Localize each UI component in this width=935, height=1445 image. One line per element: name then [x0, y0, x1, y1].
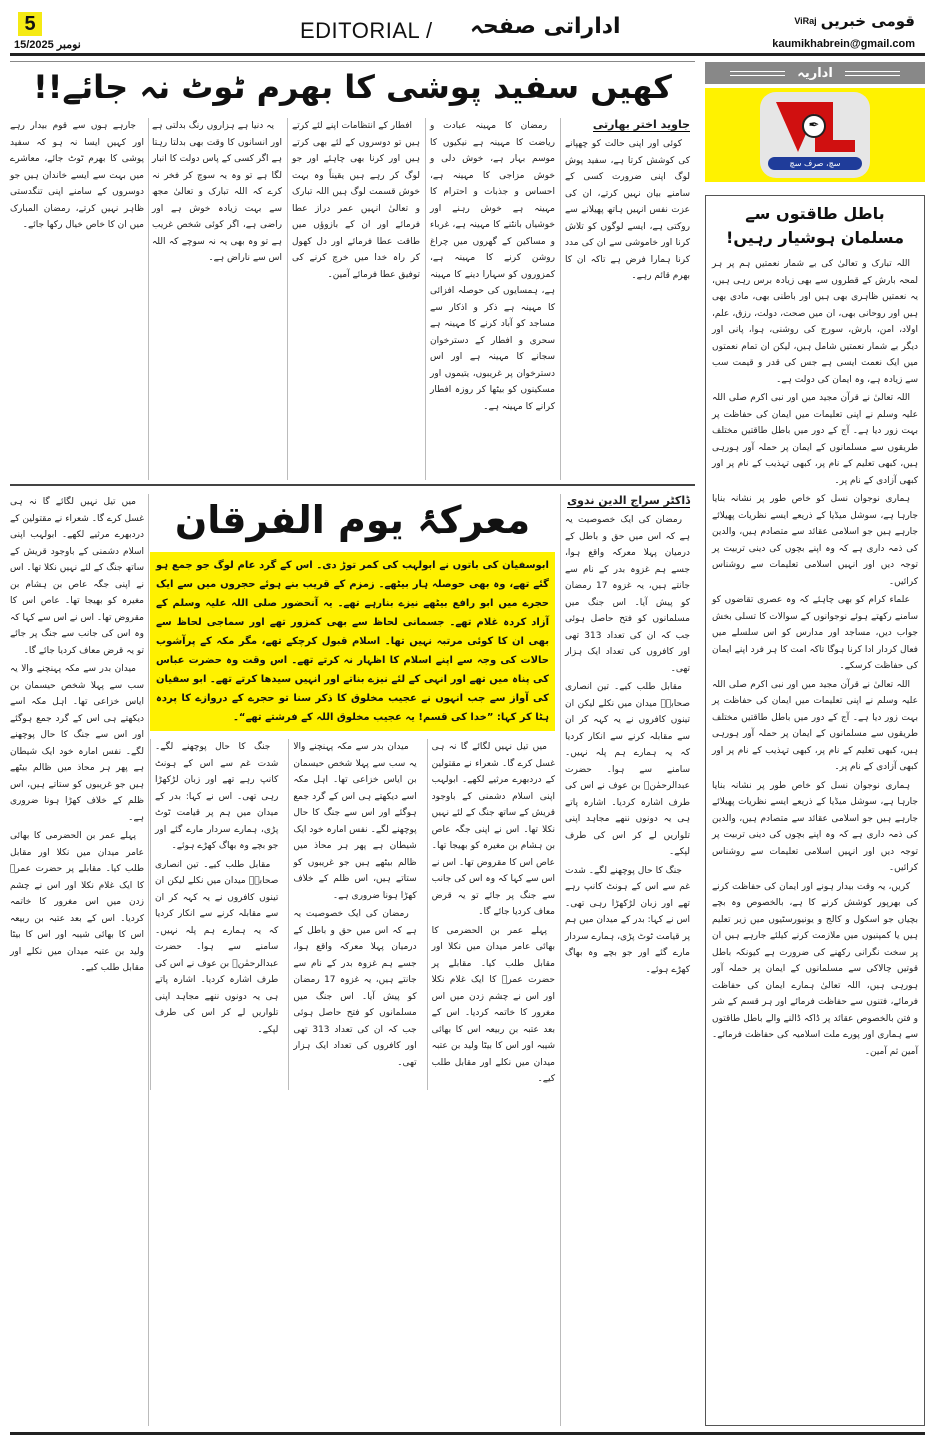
article1-paragraph: رمضان کا مہینہ عبادت و ریاضت کا مہینہ ہے نیکیوں کا موسم بہار ہے، خوش دلی و خوش مزاجی کا مہینہ ہے، احساس و جذبات و احترام کا مہینہ ہے خوش رہنے اور خوشیاں بانٹنے کا مہینہ ہے، غرباء و مساکین کے گھروں میں چراغ روشن کرنے کا مہینہ ہے، کمزوروں کو سہارا دینے کا مہینہ ہے، ہمسایوں کی حوصلہ افزائی کا مہینہ ہے ذکر و اذکار سے مساجد کو آباد کرنے کا مہینہ ہے سحری و افطار کے دسترخوان سجانے کا مہینہ ہے اور اس دسترخوان پر غریبوں، یتیموں اور مسکینوں کو بیٹھا کر روزہ افطار کرانے کا مہینہ ہے۔	[430, 121, 555, 412]
article2-paragraph: رمضان کی ایک خصوصیت یہ ہے کہ اس میں حق و باطل کے درمیان پہلا معرکہ واقع ہوا، جسے ہم غزوہ بدر کے نام سے جانتے ہیں، یہ غزوہ 17 رمضان کو پیش آیا۔ اس جنگ میں مسلمانوں کو فتح حاصل ہوئی جب کہ ان کی تعداد 313 تھی اور کافروں کی تعداد ایک ہزار تھی۔	[293, 909, 417, 1068]
column-rule	[560, 494, 561, 1426]
editorial-body	[712, 256, 918, 1062]
article2-paragraph: جنگ کا حال پوچھنے لگے۔ شدت غم سے اس کے ہونٹ کانپ رہے تھے اور زبان لڑکھڑا رہی تھی۔ اس نے کہا: بدر کے میدان میں ہم پر قیامت ٹوٹ پڑی، ہمارے سردار مارے گئے اور جو بچے وہ بھاگ کھڑے ہوئے۔	[155, 742, 279, 851]
column-rule	[560, 118, 561, 480]
editorial-paragraph: اللہ تبارک و تعالیٰ کی بے شمار نعمتیں ہم پر ہر لمحہ بارش کے قطروں سے بھی زیادہ برس رہی ہیں، یہ نعمتیں ظاہری بھی ہیں اور باطنی بھی، مادی بھی ہیں اور روحانی بھی، ان میں صحت، دولت، رزق، علم، اولاد، امن، بارش، سورج کی روشنی، ہوا، پانی اور دیگر بے شمار نعمتیں شامل ہیں، لیکن ان تمام نعمتوں میں ایک نعمت ایسی ہے جس کی قدر و قیمت سب سے زیادہ ہے، وہ ایمان کی دولت ہے۔	[712, 259, 918, 385]
editorial-band	[705, 62, 925, 84]
page-number: 5	[18, 12, 42, 36]
article2-column-2	[427, 739, 555, 1090]
editorial-box	[705, 195, 925, 1426]
article2-column-5	[10, 494, 144, 979]
article2-paragraph: مقابل طلب کیے۔ تین انصاری صحابہؓ میدان میں نکلے لیکن ان تینوں کافروں نے یہ کہہ کر ان سے مقابلہ کرنے سے انکار کردیا کہ یہ ہمارے ہم پلہ نہیں۔ سامنے سے ہوا۔ حضرت عبدالرحمٰنؓ بن عوف نے اس کی طرف اشارہ کردیا۔ اشارہ پاتے ہی یہ دونوں ننھے مجاہد اپنی تلواریں لے کر اس کی طرف لپکے۔	[155, 859, 279, 1035]
editorial-paragraph: اللہ تعالیٰ نے قرآن مجید میں اور نبی اکرم صلی اللہ علیہ وسلم نے اپنی تعلیمات میں ایمان کی حفاظت پر بہت زور دیا ہے۔ آج کے دور میں باطل طاقتیں مختلف طریقوں سے مسلمانوں کے ایمان پر حملہ آور ہورہی ہیں، کبھی تعلیم کے نام پر، کبھی تہذیب کے نام پر اور کبھی آزادی کے نام پر۔	[712, 679, 918, 772]
logo-panel	[705, 88, 925, 182]
article2-paragraph: میں تیل نہیں لگائے گا نہ ہی غسل کرے گا۔ شعراء نے مقتولین کے دردبھرے مرثیے لکھے۔ ابولہب اپنی اسلام دشمنی کے باوجود قریش کے ساتھ جنگ کے لئے نہیں نکلا تھا۔ اس نے اپنی جگہ عاص بن ہشام بن مغیرہ کو بھیجا تھا۔ عاص اس کا مقروض تھا۔ اس نے اس سے کہا کہ وہ اس کی جانب سے جنگ پر جائے تو یہ قرض معاف کردیا جائے گا۔	[431, 742, 555, 917]
column-rule	[287, 118, 288, 480]
editorial-paragraph: ہماری نوجوان نسل کو خاص طور پر نشانہ بنایا جارہا ہے، سوشل میڈیا کے ذریعے ایسے نظریات پھیلائے جارہے ہیں جو اسلامی عقائد سے متصادم ہیں، والدین کی ذمہ داری ہے کہ وہ اپنے بچوں کی دینی تربیت پر توجہ دیں اور انہیں اسلامی تعلیمات سے روشناس کرائیں۔	[712, 494, 918, 587]
article1-column-1	[565, 118, 690, 287]
article2-headline: معرکۂ یوم الفرقان	[174, 498, 531, 542]
column-rule	[148, 118, 149, 480]
article1-paragraph: یہ دنیا ہے ہزاروں رنگ بدلتی ہے اور انسانوں کا وقت بھی بدلتا رہتا ہے اگر کسی کے پاس دولت کا انبار لگا ہے تو وہ یہ سوچ کر فخر نہ کرے کہ اللہ تبارک و تعالیٰ مجھ سے بہت زیادہ خوش ہے اور راضی ہے، اگر کوئی شخص غریب ہے تو وہ بھی یہ نہ سوچے کہ اللہ اس سے ناراض ہے۔	[152, 121, 282, 263]
article2-paragraph: رمضان کی ایک خصوصیت یہ ہے کہ اس میں حق و باطل کے درمیان پہلا معرکہ واقع ہوا، جسے ہم غزوہ بدر کے نام سے جانتے ہیں، یہ غزوہ 17 رمضان کو پیش آیا۔ اس جنگ میں مسلمانوں کو فتح حاصل ہوئی جب کہ ان کی تعداد 313 تھی اور کافروں کی تعداد ایک ہزار تھی۔	[565, 515, 690, 674]
brand-name: قومی خبریں	[820, 12, 915, 30]
logo-tagline: سچ، صرف سچ	[768, 157, 862, 170]
article2-paragraph: مقابل طلب کیے۔ تین انصاری صحابہؓ میدان میں نکلے لیکن ان تینوں کافروں نے یہ کہہ کر ان سے مقابلہ کرنے سے انکار کردیا کہ یہ ہمارے ہم پلہ نہیں۔ سامنے سے ہوا۔ حضرت عبدالرحمٰنؓ بن عوف نے اس کی طرف اشارہ کردیا۔ اشارہ پاتے ہی یہ دونوں ننھے مجاہد اپنی تلواریں لے کر اس کی طرف لپکے۔	[565, 682, 690, 857]
highlighted-pull-quote: ابوسفیان کی باتوں نے ابولہب کی کمر توڑ دی۔ اس کے گرد عام لوگ جو جمع ہو گئے تھے، وہ بھی حوصلہ ہار بیٹھے۔ زمزم کے قریب بنے ہوئے حجروں میں سے ایک حجرے میں ابو رافع بیٹھے نیزے بنارہے تھے۔ یہ آنحضور صلی اللہ علیہ وسلم کے آزاد کردہ غلام تھے۔ جسمانی لحاظ سے بھی کمزور تھے اور سماجی لحاظ سے بھی ان کا کوئی مرتبہ نہیں تھا۔ اسلام قبول کرچکے تھے، مگر مکہ کے پرآشوب حالات کی وجہ سے اپنے اسلام کا اظہار نہ کرتے تھے۔ اس وقت وہ حضرت عباس کی پناہ میں تھے اور انہی کے لئے نیزے بناتے اور انہیں سیدھا کرتے تھے۔ ابو سفیان کی آواز سے جب انہوں نے عجیب مخلوق کا ذکر سنا تو حجرے کے دروازے کا پردہ ہٹا کر کہا: ”خدا کی قسم! یہ عجیب مخلوق اللہ کے فرشتے تھے“۔	[150, 552, 555, 731]
editorial-title: باطل طاقتوں سے مسلمان ہوشیار رہیں!	[726, 204, 904, 247]
pen-nib-icon: ✒	[802, 114, 826, 138]
article2-center-columns	[150, 739, 555, 1090]
editorial-band-label: اداریہ	[797, 65, 833, 81]
header-divider	[10, 53, 925, 56]
article2-column-3	[288, 739, 416, 1090]
footer-rule	[10, 1432, 925, 1435]
editorial-paragraph: اللہ تعالیٰ نے قرآن مجید میں اور نبی اکرم صلی اللہ علیہ وسلم نے اپنی تعلیمات میں ایمان کی حفاظت پر بہت زور دیا ہے۔ آج کے دور میں باطل طاقتیں مختلف طریقوں سے مسلمانوں کے ایمان پر حملہ آور ہورہی ہیں، کبھی تعلیم کے نام پر، کبھی تہذیب کے نام پر اور کبھی آزادی کے نام پر۔	[712, 393, 918, 486]
decorative-lines	[845, 71, 900, 76]
article1-headline: کھیں سفید پوشی کا بھرم ٹوٹ نہ جائے!!	[33, 68, 672, 106]
decorative-lines	[730, 71, 785, 76]
masthead-brand[interactable]	[794, 12, 915, 30]
article1-paragraph: افطار کے انتظامات اپنے لئے کرتے ہیں تو دوسروں کے لئے بھی کرتے ہیں اور کرنا بھی چاہئے اور جو لوگ کر رہے ہیں یقیناً وہ بہت خوش قسمت لوگ ہیں اللہ تبارک و تعالیٰ انہیں عمر دراز عطا فرمائے اور ان کے بازوؤں میں طاقت عطا فرمائے اور دل کھول کر راہ خدا میں خرچ کرنے کی توفیق عطا فرمائے آمین۔	[292, 121, 420, 280]
article-separator	[10, 484, 695, 486]
article2-paragraph: میدان بدر سے مکہ پہنچنے والا یہ سب سے پہلا شخص حیسمان بن ایاس خزاعی تھا۔ اہل مکہ اسے دیکھتے ہی اس کے گرد جمع ہوگئے اور اس سے جنگ کا حال پوچھنے لگے۔ نفس امارہ خود ایک شیطان ہے پھر ہر محاذ میں ظالم بیٹھے ہیں جو غریبوں کو ستاتے ہیں، اس ظلم کے خلاف کھڑا ہونا ضروری ہے۔	[10, 664, 144, 823]
article1-paragraph: جارہے ہوں سے قوم بیدار رہے اور کہیں ایسا نہ ہو کہ سفید پوشی کا بھرم ٹوٹ جائے، معاشرے میں بہت سے ایسے خاندان ہیں جو دوسروں کے سامنے اپنی تنگدستی ظاہر نہیں کرتے، رمضان المبارک میں ان کا خاص خیال رکھا جائے۔	[10, 121, 144, 230]
headline-rule	[10, 61, 695, 62]
article1-column-2	[430, 118, 555, 417]
section-label-english: EDITORIAL /	[300, 18, 433, 43]
article2-paragraph: میں تیل نہیں لگائے گا نہ ہی غسل کرے گا۔ شعراء نے مقتولین کے دردبھرے مرثیے لکھے۔ ابولہب اپنی اسلام دشمنی کے باوجود قریش کے ساتھ جنگ کے لئے نہیں نکلا تھا۔ اس نے اپنی جگہ عاص بن ہشام بن مغیرہ کو بھیجا تھا۔ عاص اس کا مقروض تھا۔ اس نے اس سے کہا کہ وہ اس کی جانب سے جنگ پر جائے تو یہ قرض معاف کردیا جائے گا۔	[10, 497, 144, 656]
issue-date: 15/نومبر 2025	[14, 39, 81, 51]
article2-paragraph: پہلے عمر بن الحضرمی کا بھائی عامر میدان میں نکلا اور مقابل طلب کیا۔ مقابلے پر حضرت عمرؓ کا ایک غلام نکلا اور اس نے چشم زدن میں اس مغرور کا خاتمہ کردیا۔ اس کے بعد عتبہ بن ربیعہ اس کا بھائی شیبہ اور اس کا بیٹا ولید بن عتبہ میدان میں نکلے اور مقابل طلب کیے۔	[431, 925, 555, 1084]
article2-center-block	[150, 552, 555, 1090]
article2-column-1	[565, 494, 690, 980]
contact-email[interactable]: kaumikhabrein@gmail.com	[772, 38, 915, 50]
logo-l-shape	[815, 140, 855, 152]
column-rule	[148, 494, 149, 1426]
article1-author: جاوید اختر بھارتی	[592, 118, 690, 131]
article2-author: ڈاکٹر سراج الدین ندوی	[567, 494, 690, 507]
publication-logo	[760, 92, 870, 178]
editorial-paragraph: ہماری نوجوان نسل کو خاص طور پر نشانہ بنایا جارہا ہے، سوشل میڈیا کے ذریعے ایسے نظریات پھیلائے جارہے ہیں جو اسلامی عقائد سے متصادم ہیں، والدین کی ذمہ داری ہے کہ وہ اپنے بچوں کی دینی تربیت پر توجہ دیں اور انہیں اسلامی تعلیمات سے روشناس کرائیں۔	[712, 780, 918, 873]
editorial-paragraph: کریں، یہ وقت بیدار ہونے اور ایمان کی حفاظت کرنے کی بھرپور کوشش کرنے کا ہے، بالخصوص وہ بچے بچیاں جو اسکول و کالج و یونیورسٹیوں میں زیر تعلیم ہیں یا کمپنیوں میں ملازمت کرنے کیلئے جارہے ہیں ان پر سخت نگرانی رکھنے کی ضرورت ہے کیونکہ باطل قوتیں چالاکی سے مسلمانوں کے ایمان پر حملہ آور ہورہی ہیں، اللہ تعالیٰ ہمارے ایمان کی حفاظت فرمائے، فتنوں سے حفاظت فرمائے اور ہر قسم کے شر و فتن بالخصوص عقائد پر ڈاکہ ڈالنے والے باطل طاقتوں سے ہماری اور پورے ملت اسلامیہ کی حفاظت فرمائے۔ آمین ثم آمین۔	[712, 881, 918, 1057]
article1-paragraph: کوئی اور اپنی حالت کو چھپانے کی کوشش کرتا ہے، سفید پوش لوگ اپنی ضرورت کسی کے سامنے بیان نہیں کرتے، ان کی عزت نفس انہیں ہاتھ پھیلانے سے روکتی ہے، ایسے لوگوں کو تلاش کرنا اور خاموشی سے ان کی مدد کرنا ہمارا فرض ہے تاکہ ان کا بھرم قائم رہے۔	[565, 139, 690, 281]
article1-column-3	[292, 118, 420, 285]
article1-column-5	[10, 118, 144, 236]
article2-paragraph: میدان بدر سے مکہ پہنچنے والا یہ سب سے پہلا شخص حیسمان بن ایاس خزاعی تھا۔ اہل مکہ اسے دیکھتے ہی اس کے گرد جمع ہوگئے اور اس سے جنگ کا حال پوچھنے لگے۔ نفس امارہ خود ایک شیطان ہے پھر ہر محاذ میں ظالم بیٹھے ہیں جو غریبوں کو ستاتے ہیں، اس ظلم کے خلاف کھڑا ہونا ضروری ہے۔	[293, 742, 417, 901]
section-label-urdu: اداراتی صفحہ	[470, 14, 621, 39]
article2-column-4	[150, 739, 278, 1090]
article2-paragraph: جنگ کا حال پوچھنے لگے۔ شدت غم سے اس کے ہونٹ کانپ رہے تھے اور زبان لڑکھڑا رہی تھی۔ اس نے کہا: بدر کے میدان میں ہم پر قیامت ٹوٹ پڑی، ہمارے سردار مارے گئے اور جو بچے وہ بھاگ کھڑے ہوئے۔	[565, 865, 690, 975]
article2-paragraph: پہلے عمر بن الحضرمی کا بھائی عامر میدان میں نکلا اور مقابل طلب کیا۔ مقابلے پر حضرت عمرؓ کا ایک غلام نکلا اور اس نے چشم زدن میں اس مغرور کا خاتمہ کردیا۔ اس کے بعد عتبہ بن ربیعہ اس کا بھائی شیبہ اور اس کا بیٹا ولید بن عتبہ میدان میں نکلے اور مقابل طلب کیے۔	[10, 831, 144, 973]
column-rule	[425, 118, 426, 480]
editorial-paragraph: علماء کرام کو بھی چاہئے کہ وہ عصری تقاضوں کو سامنے رکھتے ہوئے نوجوانوں کے سوالات کا تسلی بخش جواب دیں، مساجد اور مدارس کو اس سلسلے میں فعال کردار ادا کرنا ہوگا تاکہ امت کا ہر فرد اپنے ایمان کی حفاظت کرسکے۔	[712, 595, 918, 671]
brand-logo-icon: ViRaj	[794, 16, 817, 26]
article1-column-4	[152, 118, 282, 269]
